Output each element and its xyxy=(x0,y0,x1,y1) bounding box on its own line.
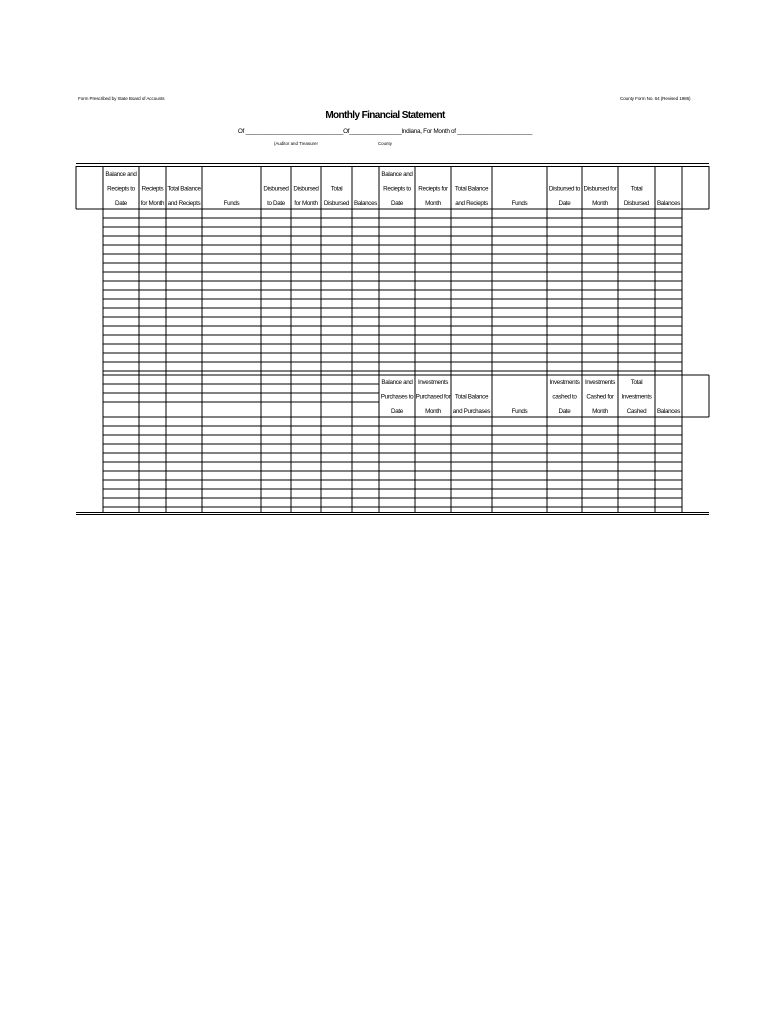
receipts-left-header-5-0: Disbursed xyxy=(293,185,319,193)
investments-header-0-0: Balance and xyxy=(381,379,413,386)
investments-header-1-0: Investments xyxy=(417,379,449,386)
investments-header-0-1: Purchases to xyxy=(380,393,414,401)
receipts-right-header-4-1: Date xyxy=(558,200,571,207)
investments-header-5-2: Month xyxy=(592,408,608,415)
page-title: Monthly Financial Statement xyxy=(325,110,445,121)
receipts-right-header-1-0: Reciepts for xyxy=(418,185,448,193)
receipts-right-header-2-1: and Reciepts xyxy=(455,200,488,207)
investments-header-1-1: Purchased for xyxy=(415,393,451,401)
investments-header-2-0: Total Balance xyxy=(454,393,489,401)
of-county-line: Of ______________________________Of________________Indiana, For Month of _______________________ xyxy=(237,128,533,135)
receipts-right-header-2-0: Total Balance xyxy=(454,185,489,193)
form-prescribed-note: Form Prescribed by State Board of Accounts xyxy=(78,96,165,101)
receipts-right-header-5-1: Month xyxy=(592,200,608,207)
receipts-right-header-7-0: Balances xyxy=(656,200,681,207)
receipts-left-header-6-0: Total xyxy=(330,185,343,193)
receipts-left-header-0-0: Balance and xyxy=(105,171,137,178)
receipts-left-header-5-1: for Month xyxy=(294,200,318,207)
form-number: County Form No. 64 (Revised 1986) xyxy=(620,96,691,101)
receipts-left-header-1-0: Reciepts xyxy=(141,185,164,193)
receipts-left-header-2-1: and Reciepts xyxy=(167,200,201,207)
investments-header-4-1: cashed to xyxy=(552,393,577,401)
receipts-right-header-6-1: Disbursed xyxy=(623,200,650,207)
investments-header-4-0: Investments xyxy=(549,379,580,386)
receipts-right-header-3-0: Funds xyxy=(511,200,528,207)
receipts-right-header-5-0: Disbursed for xyxy=(583,185,617,193)
investments-header-7-0: Balances xyxy=(656,408,681,415)
investments-header-4-2: Date xyxy=(558,408,571,415)
receipts-left-header-0-2: Date xyxy=(115,200,127,207)
receipts-left-header-4-1: to Date xyxy=(267,200,285,207)
investments-header-3-0: Funds xyxy=(511,408,528,415)
investments-header-2-1: and Purchases xyxy=(452,408,491,415)
investments-header-5-0: Investments xyxy=(584,379,616,386)
receipts-left-header-0-1: Reciepts to xyxy=(107,185,135,193)
receipts-right-header-0-1: Reciepts to xyxy=(383,185,411,193)
receipts-left-header-1-1: for Month xyxy=(140,200,165,207)
receipts-right-header-0-2: Date xyxy=(391,200,403,207)
investments-header-6-0: Total xyxy=(630,379,643,386)
receipts-left-header-3-0: Funds xyxy=(223,200,240,207)
receipts-left-header-6-1: Disbursed xyxy=(323,200,350,207)
receipts-right-header-4-0: Disbursed to xyxy=(548,185,581,193)
auditor-treasurer-label: (Auditor and Treasurer xyxy=(274,141,318,146)
investments-header-6-2: Cashed xyxy=(626,408,647,415)
investments-header-6-1: Investments xyxy=(621,393,652,401)
investments-header-5-1: Cashed for xyxy=(586,393,614,401)
receipts-left-header-2-0: Total Balance xyxy=(167,185,201,193)
receipts-right-header-6-0: Total xyxy=(630,185,643,193)
county-label: County xyxy=(378,141,392,146)
receipts-right-header-1-1: Month xyxy=(425,200,441,207)
investments-header-0-2: Date xyxy=(391,408,403,415)
investments-header-1-2: Month xyxy=(425,408,441,415)
receipts-right-header-0-0: Balance and xyxy=(381,171,413,178)
receipts-left-header-4-0: Disbursed xyxy=(263,185,289,193)
receipts-left-header-7-0: Balances xyxy=(353,200,378,207)
